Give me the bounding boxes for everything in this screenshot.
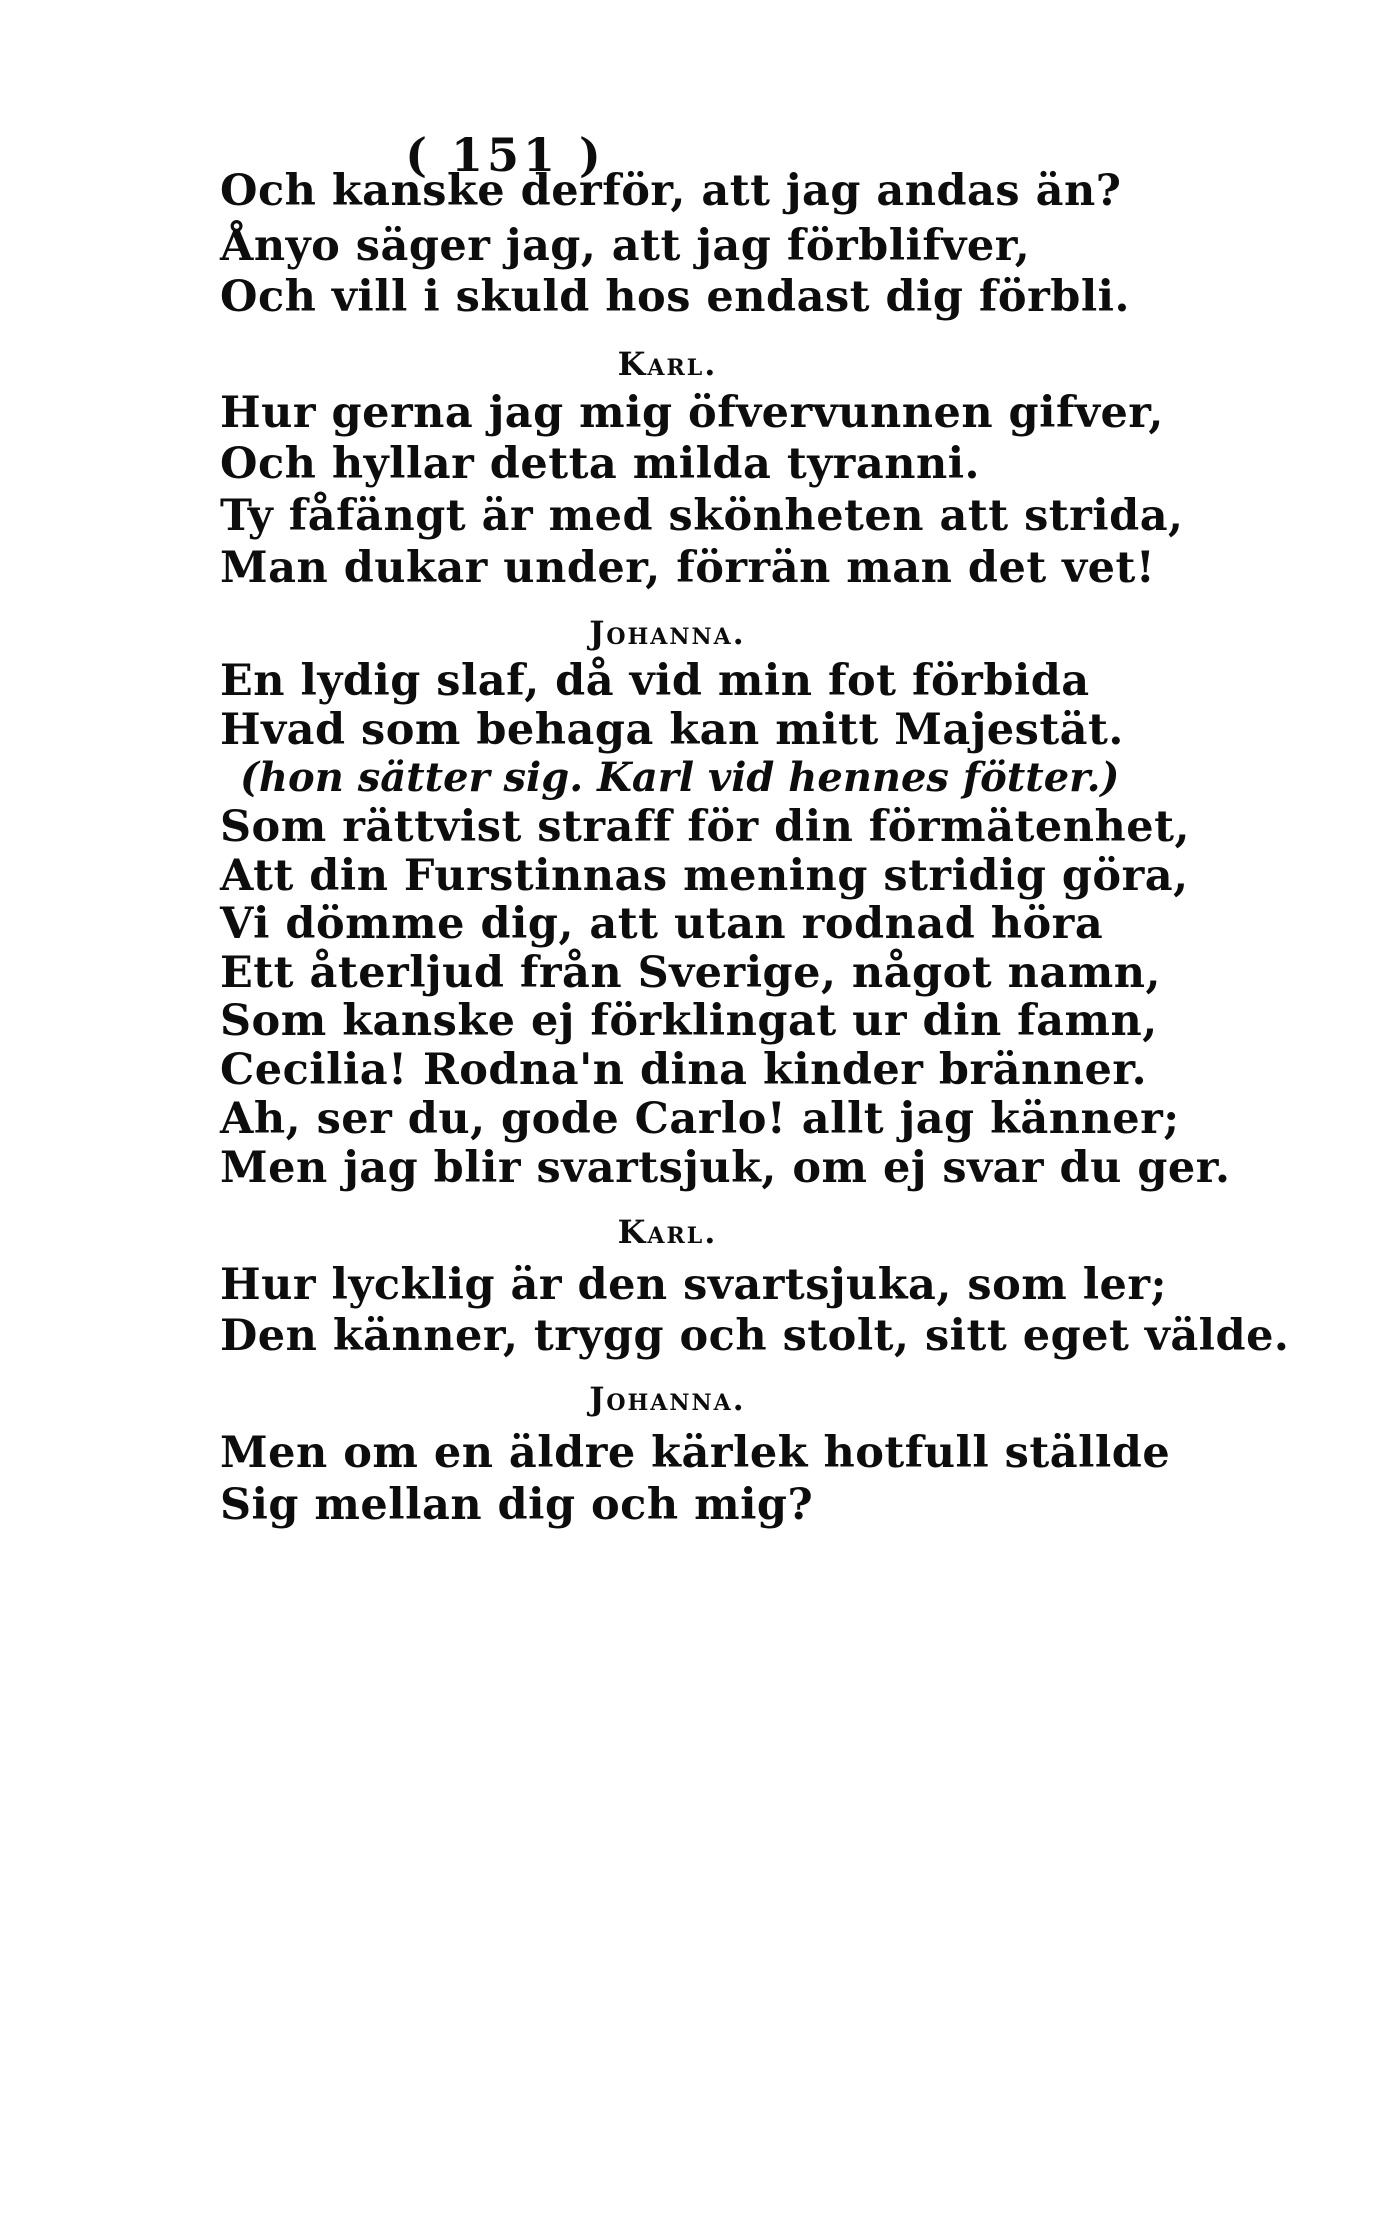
verse-line: Men om en äldre kärlek hotfull ställde — [220, 1428, 1171, 1478]
verse-line: Och hyllar detta milda tyranni. — [220, 439, 981, 489]
verse-line: Hur lycklig är den svartsjuka, som ler; — [220, 1260, 1167, 1310]
speaker-name: Karl. — [617, 1213, 718, 1251]
speaker-name: Karl. — [617, 345, 718, 383]
stage-direction: (hon sätter sig. Karl vid hennes fötter.) — [240, 754, 1120, 801]
verse-line: Den känner, trygg och stolt, sitt eget välde. — [220, 1311, 1290, 1361]
page-number: ( 151 ) — [405, 128, 605, 182]
verse-line: Som kanske ej förklingat ur din famn, — [220, 996, 1158, 1046]
verse-line: En lydig slaf, då vid min fot förbida — [220, 656, 1090, 706]
verse-line: Ett återljud från Sverige, något namn, — [220, 948, 1161, 998]
verse-line: Men jag blir svartsjuk, om ej svar du ger. — [220, 1143, 1231, 1193]
verse-line: Och vill i skuld hos endast dig förbli. — [220, 272, 1130, 322]
verse-line: Vi dömme dig, att utan rodnad höra — [220, 899, 1104, 949]
speaker-name: Johanna. — [589, 614, 746, 652]
verse-line: Och kanske derför, att jag andas än? — [220, 166, 1122, 216]
verse-line: Man dukar under, förrän man det vet! — [220, 543, 1156, 593]
speaker-name: Johanna. — [589, 1380, 746, 1418]
verse-line: Ånyo säger jag, att jag förblifver, — [220, 221, 1031, 271]
verse-line: Att din Furstinnas mening stridig göra, — [220, 851, 1189, 901]
verse-line: Cecilia! Rodna'n dina kinder bränner. — [220, 1045, 1148, 1095]
verse-line: Ty fåfängt är med skönheten att strida, — [220, 491, 1184, 541]
verse-line: Som rättvist straff för din förmätenhet, — [220, 802, 1190, 852]
verse-line: Hvad som behaga kan mitt Majestät. — [220, 705, 1124, 755]
verse-line: Hur gerna jag mig öfvervunnen gifver, — [220, 388, 1164, 438]
verse-line: Sig mellan dig och mig? — [220, 1480, 814, 1530]
verse-line: Ah, ser du, gode Carlo! allt jag känner; — [220, 1094, 1180, 1144]
